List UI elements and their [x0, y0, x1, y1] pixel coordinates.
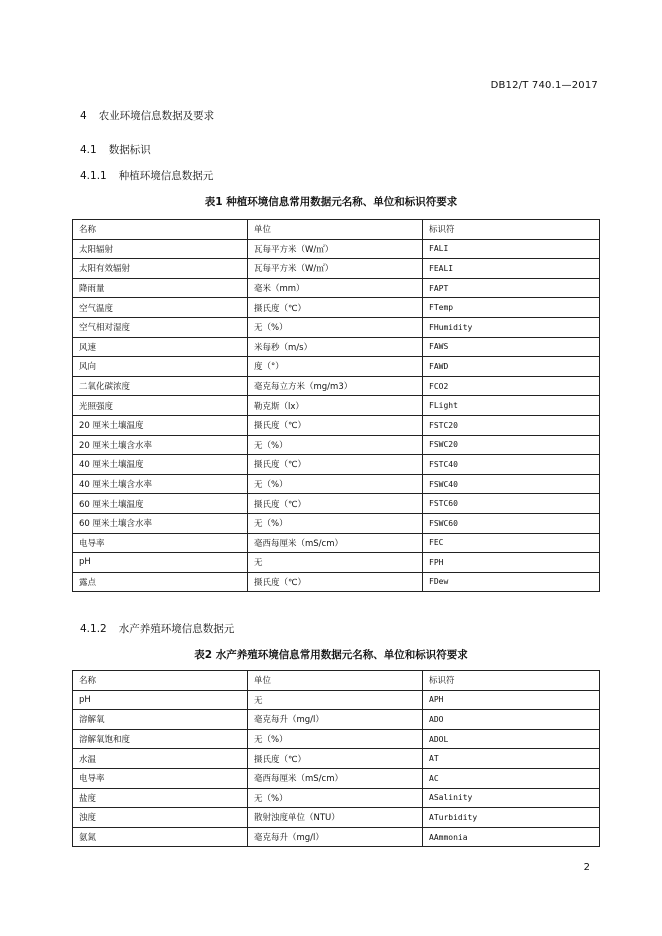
identifier-cell: FAWS: [423, 337, 600, 357]
table-row: [73, 278, 600, 298]
document-id: DB12/T 740.1—2017: [490, 80, 598, 91]
identifier-cell: FAWD: [423, 357, 600, 377]
section-4-heading: [80, 108, 214, 123]
header-cell: 单位: [248, 671, 423, 691]
name-cell: 太阳辐射: [73, 239, 248, 259]
section-number: 4.1: [80, 144, 97, 156]
name-cell: 40 厘米土壤温度: [73, 455, 248, 475]
section-4-1-2-heading: [80, 621, 234, 636]
identifier-cell: ATurbidity: [423, 808, 600, 828]
unit-cell: 无（%）: [248, 317, 423, 337]
identifier-cell: FCO2: [423, 376, 600, 396]
table-row: [73, 788, 600, 808]
table-row: [73, 337, 600, 357]
identifier-cell: ADOL: [423, 729, 600, 749]
section-number: 4.1.2: [80, 623, 107, 635]
unit-cell: 散射浊度单位（NTU）: [248, 808, 423, 828]
table-row: [73, 690, 600, 710]
name-cell: 溶解氧: [73, 710, 248, 730]
table-row: [73, 494, 600, 514]
identifier-cell: FALI: [423, 239, 600, 259]
unit-cell: 勒克斯（lx）: [248, 396, 423, 416]
identifier-cell: ASalinity: [423, 788, 600, 808]
table-row: [73, 239, 600, 259]
table-row: [73, 455, 600, 475]
section-title: 农业环境信息数据及要求: [98, 110, 215, 122]
identifier-cell: FSTC60: [423, 494, 600, 514]
identifier-cell: FHumidity: [423, 317, 600, 337]
name-cell: 盐度: [73, 788, 248, 808]
section-4-1-heading: [80, 142, 151, 157]
table-row: [73, 729, 600, 749]
header-cell: 名称: [73, 671, 248, 691]
identifier-cell: AT: [423, 749, 600, 769]
table-row: [73, 827, 600, 847]
section-4-1-1-heading: [80, 168, 213, 183]
identifier-cell: FSWC60: [423, 513, 600, 533]
unit-cell: 摄氏度（℃）: [248, 494, 423, 514]
identifier-cell: FAPT: [423, 278, 600, 298]
table-row: [73, 474, 600, 494]
name-cell: 20 厘米土壤温度: [73, 415, 248, 435]
table-header-row: [73, 671, 600, 691]
identifier-cell: FSWC40: [423, 474, 600, 494]
name-cell: 风速: [73, 337, 248, 357]
unit-cell: 毫克每升（mg/l）: [248, 827, 423, 847]
unit-cell: 毫米（mm）: [248, 278, 423, 298]
unit-cell: 摄氏度（℃）: [248, 415, 423, 435]
unit-cell: 无（%）: [248, 435, 423, 455]
table2-caption: 表2 水产养殖环境信息常用数据元名称、单位和标识符要求: [194, 649, 468, 661]
table1-caption: 表1 种植环境信息常用数据元名称、单位和标识符要求: [204, 196, 458, 208]
table-row: [73, 710, 600, 730]
section-number: 4: [80, 110, 87, 122]
name-cell: pH: [73, 690, 248, 710]
table-row: [73, 259, 600, 279]
unit-cell: 毫克每立方米（mg/m3）: [248, 376, 423, 396]
table-row: [73, 808, 600, 828]
table-row: [73, 415, 600, 435]
name-cell: 光照强度: [73, 396, 248, 416]
identifier-cell: FSWC20: [423, 435, 600, 455]
table-row: [73, 317, 600, 337]
unit-cell: 毫西每厘米（mS/cm）: [248, 768, 423, 788]
table-row: [73, 376, 600, 396]
header-cell: 单位: [248, 220, 423, 240]
header-cell: 名称: [73, 220, 248, 240]
page-number: 2: [583, 862, 590, 873]
name-cell: 露点: [73, 572, 248, 592]
identifier-cell: FSTC20: [423, 415, 600, 435]
section-number: 4.1.1: [80, 170, 107, 182]
table-header-row: [73, 220, 600, 240]
table2: [72, 670, 600, 847]
unit-cell: 摄氏度（℃）: [248, 572, 423, 592]
table1: [72, 219, 600, 592]
unit-cell: 无: [248, 553, 423, 573]
name-cell: 二氧化碳浓度: [73, 376, 248, 396]
section-title: 水产养殖环境信息数据元: [118, 623, 235, 635]
table-row: [73, 572, 600, 592]
name-cell: 浊度: [73, 808, 248, 828]
unit-cell: 摄氏度（℃）: [248, 298, 423, 318]
name-cell: 60 厘米土壤温度: [73, 494, 248, 514]
unit-cell: 毫西每厘米（mS/cm）: [248, 533, 423, 553]
name-cell: 溶解氧饱和度: [73, 729, 248, 749]
identifier-cell: FEC: [423, 533, 600, 553]
name-cell: pH: [73, 553, 248, 573]
identifier-cell: FLight: [423, 396, 600, 416]
name-cell: 空气温度: [73, 298, 248, 318]
unit-cell: 无: [248, 690, 423, 710]
unit-cell: 毫克每升（mg/l）: [248, 710, 423, 730]
name-cell: 降雨量: [73, 278, 248, 298]
unit-cell: 度（°）: [248, 357, 423, 377]
name-cell: 电导率: [73, 533, 248, 553]
name-cell: 氨氮: [73, 827, 248, 847]
table-row: [73, 298, 600, 318]
table-row: [73, 357, 600, 377]
identifier-cell: FSTC40: [423, 455, 600, 475]
unit-cell: 米每秒（m/s）: [248, 337, 423, 357]
table-row: [73, 533, 600, 553]
unit-cell: 瓦每平方米（W/㎡）: [248, 259, 423, 279]
identifier-cell: APH: [423, 690, 600, 710]
unit-cell: 无（%）: [248, 788, 423, 808]
table-row: [73, 435, 600, 455]
unit-cell: 无（%）: [248, 474, 423, 494]
name-cell: 20 厘米土壤含水率: [73, 435, 248, 455]
name-cell: 60 厘米土壤含水率: [73, 513, 248, 533]
identifier-cell: FPH: [423, 553, 600, 573]
table-row: [73, 513, 600, 533]
header-cell: 标识符: [423, 671, 600, 691]
unit-cell: 摄氏度（℃）: [248, 749, 423, 769]
name-cell: 空气相对湿度: [73, 317, 248, 337]
unit-cell: 无（%）: [248, 513, 423, 533]
identifier-cell: FTemp: [423, 298, 600, 318]
section-title: 种植环境信息数据元: [118, 170, 214, 182]
section-title: 数据标识: [108, 144, 151, 156]
name-cell: 风向: [73, 357, 248, 377]
table-row: [73, 768, 600, 788]
unit-cell: 无（%）: [248, 729, 423, 749]
name-cell: 40 厘米土壤含水率: [73, 474, 248, 494]
name-cell: 电导率: [73, 768, 248, 788]
table-row: [73, 396, 600, 416]
identifier-cell: AAmmonia: [423, 827, 600, 847]
identifier-cell: FDew: [423, 572, 600, 592]
identifier-cell: ADO: [423, 710, 600, 730]
header-cell: 标识符: [423, 220, 600, 240]
identifier-cell: AC: [423, 768, 600, 788]
table-row: [73, 749, 600, 769]
name-cell: 太阳有效辐射: [73, 259, 248, 279]
unit-cell: 瓦每平方米（W/㎡）: [248, 239, 423, 259]
unit-cell: 摄氏度（℃）: [248, 455, 423, 475]
name-cell: 水温: [73, 749, 248, 769]
table-row: [73, 553, 600, 573]
identifier-cell: FEALI: [423, 259, 600, 279]
